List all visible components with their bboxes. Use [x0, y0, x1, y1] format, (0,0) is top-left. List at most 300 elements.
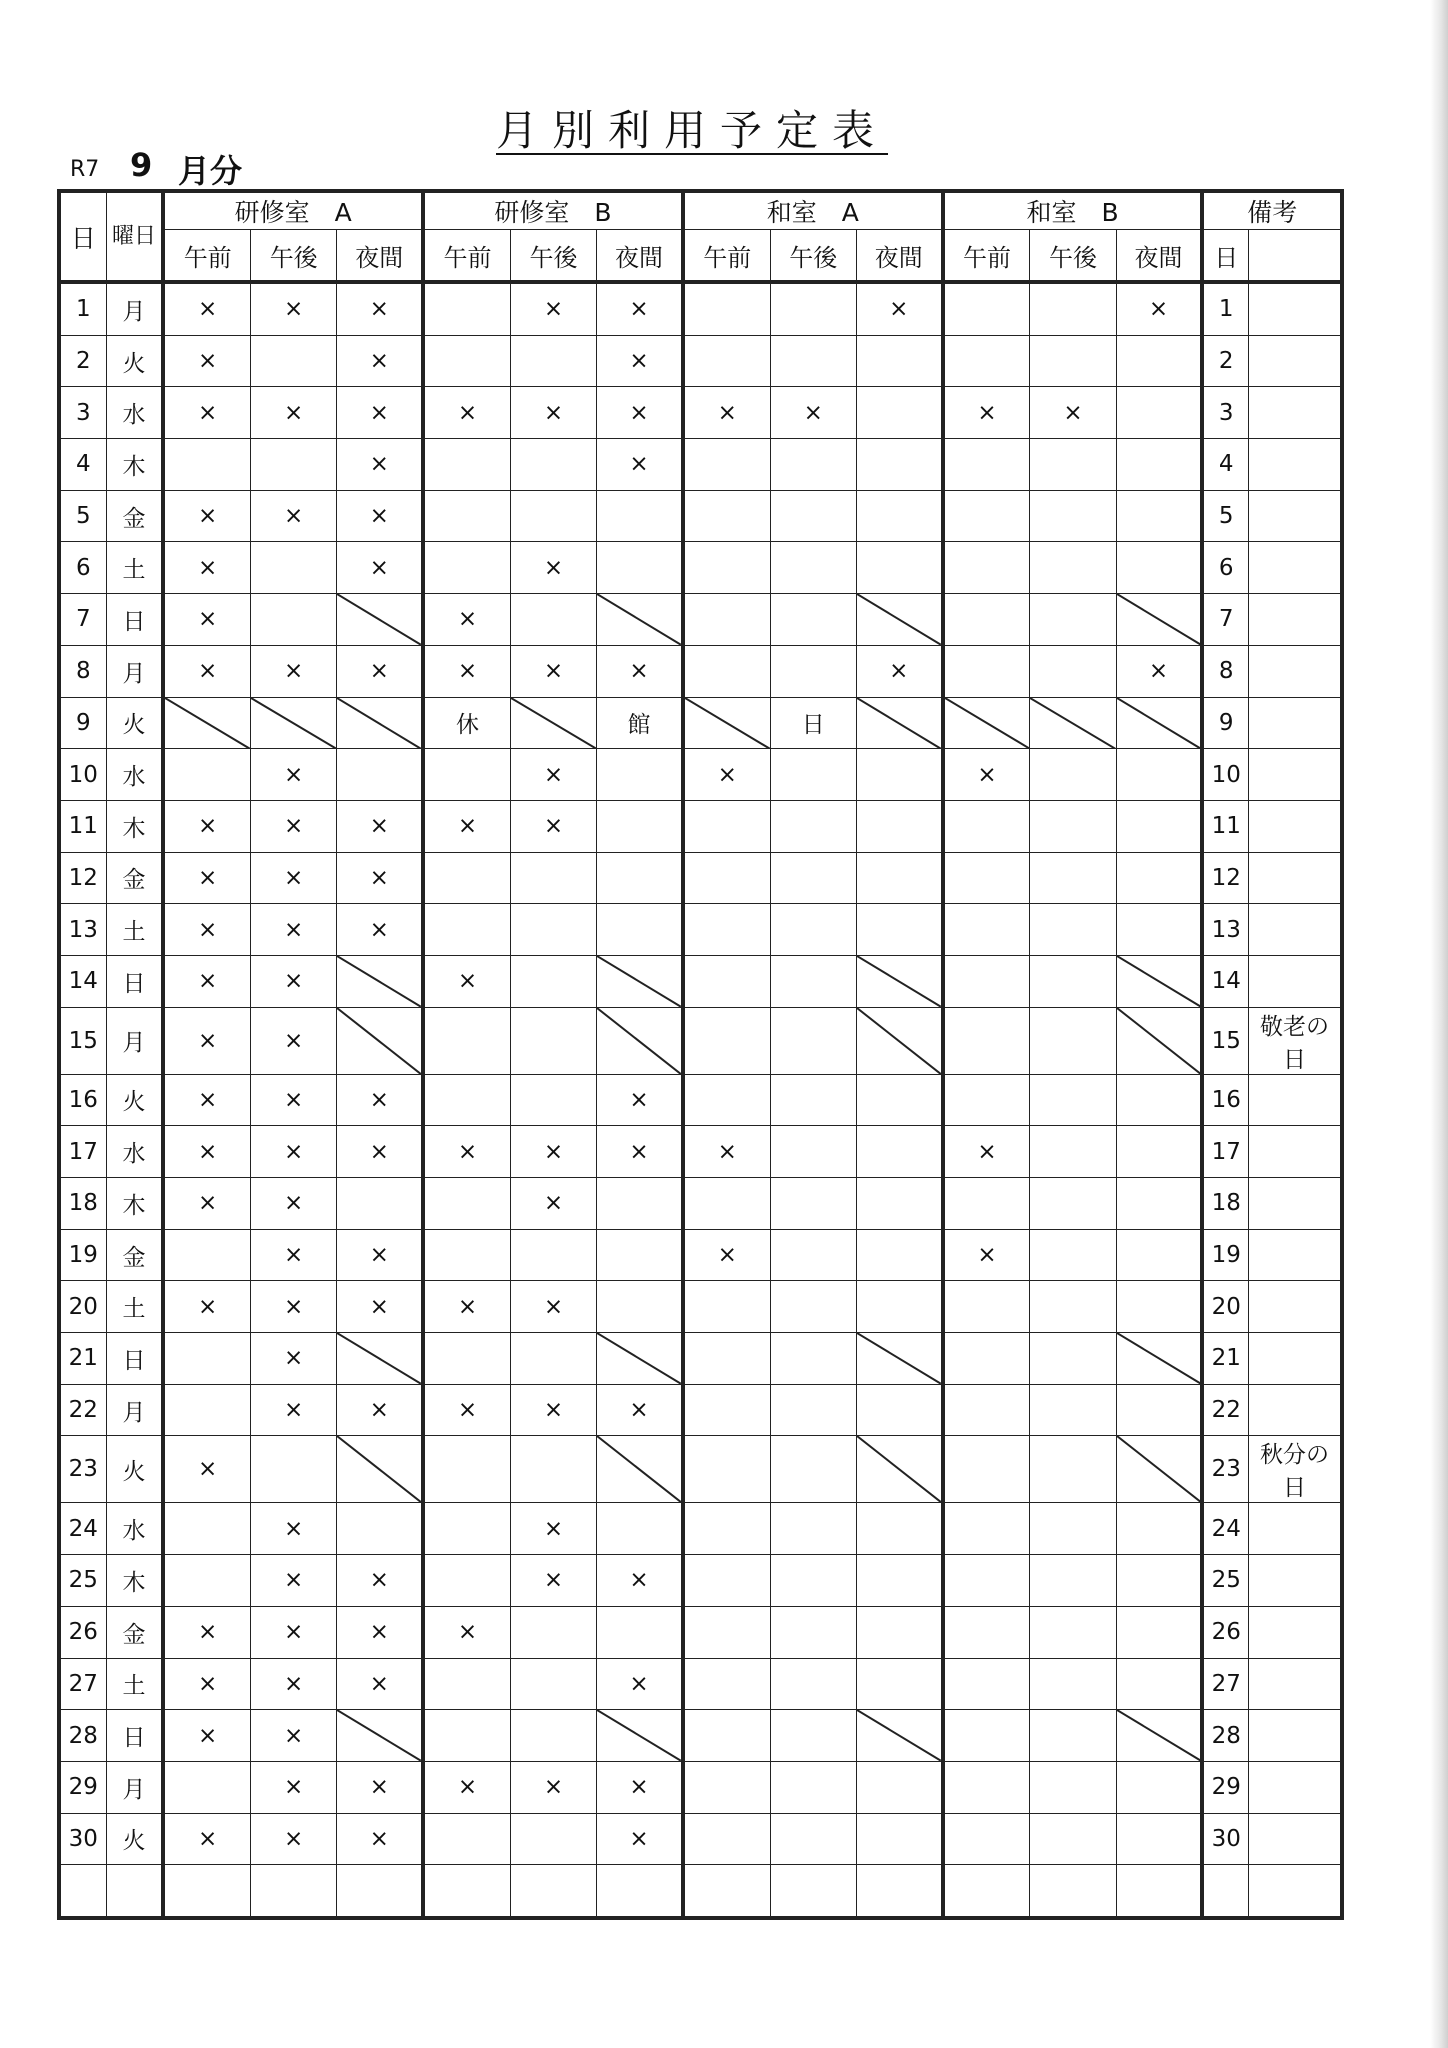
- table-row: [59, 645, 1342, 697]
- empty-slot: [1116, 1229, 1202, 1281]
- empty-slot: [770, 490, 856, 542]
- empty-slot: [683, 1710, 770, 1762]
- table-row: [59, 697, 1342, 749]
- empty-slot: [423, 439, 510, 491]
- empty-slot: [1116, 1178, 1202, 1230]
- empty-slot: [510, 490, 596, 542]
- unavailable-slash: [856, 955, 942, 1007]
- day-cell: 22: [59, 1384, 106, 1436]
- empty-slot: [683, 852, 770, 904]
- remarks-note: [1249, 1281, 1342, 1333]
- empty-slot: [423, 904, 510, 956]
- blank-cell: [251, 1865, 337, 1918]
- table-row: [59, 1813, 1342, 1865]
- reserved-mark: ×: [163, 1436, 250, 1503]
- reserved-mark: ×: [337, 1606, 423, 1658]
- day-cell: 26: [59, 1606, 106, 1658]
- weekday-cell: 金: [106, 490, 163, 542]
- unavailable-slash: [856, 1710, 942, 1762]
- unavailable-slash: [597, 955, 683, 1007]
- header-period-r4-3: 夜間: [1116, 230, 1202, 283]
- day-cell: 25: [59, 1555, 106, 1607]
- reserved-mark: ×: [856, 282, 942, 335]
- reserved-mark: ×: [423, 1384, 510, 1436]
- table-row: [59, 1229, 1342, 1281]
- remarks-day-cell: 4: [1202, 439, 1248, 491]
- reserved-mark: ×: [597, 1658, 683, 1710]
- unavailable-slash: [1116, 1436, 1202, 1503]
- table-row: [59, 542, 1342, 594]
- reserved-mark: ×: [337, 542, 423, 594]
- reserved-mark: ×: [423, 1281, 510, 1333]
- header-room-4: 和室 B: [943, 191, 1203, 230]
- header-day: 日: [59, 191, 106, 282]
- weekday-cell: 月: [106, 1761, 163, 1813]
- remarks-day-cell: 26: [1202, 1606, 1248, 1658]
- empty-slot: [943, 335, 1030, 387]
- blank-row: [59, 1865, 1342, 1918]
- empty-slot: [423, 1333, 510, 1385]
- empty-slot: [943, 800, 1030, 852]
- table-row: [59, 1503, 1342, 1555]
- unavailable-slash: [337, 955, 423, 1007]
- empty-slot: [1030, 955, 1116, 1007]
- reserved-mark: ×: [163, 800, 250, 852]
- empty-slot: [423, 749, 510, 801]
- weekday-cell: 金: [106, 852, 163, 904]
- table-row: [59, 1658, 1342, 1710]
- empty-slot: [510, 852, 596, 904]
- day-cell: 20: [59, 1281, 106, 1333]
- empty-slot: [510, 335, 596, 387]
- empty-slot: [337, 1178, 423, 1230]
- reserved-mark: ×: [163, 1658, 250, 1710]
- empty-slot: [856, 490, 942, 542]
- remarks-note: [1249, 335, 1342, 387]
- day-cell: 18: [59, 1178, 106, 1230]
- reserved-mark: ×: [251, 282, 337, 335]
- remarks-day-cell: 15: [1202, 1007, 1248, 1074]
- remarks-note: [1249, 1126, 1342, 1178]
- empty-slot: [770, 645, 856, 697]
- day-cell: 23: [59, 1436, 106, 1503]
- empty-slot: [943, 542, 1030, 594]
- empty-slot: [683, 1813, 770, 1865]
- reserved-mark: ×: [943, 1126, 1030, 1178]
- unavailable-slash: [856, 1007, 942, 1074]
- reserved-mark: ×: [251, 1503, 337, 1555]
- empty-slot: [597, 1606, 683, 1658]
- remarks-day-cell: 25: [1202, 1555, 1248, 1607]
- weekday-cell: 日: [106, 955, 163, 1007]
- remarks-day-cell: 3: [1202, 387, 1248, 439]
- empty-slot: [163, 749, 250, 801]
- day-cell: 2: [59, 335, 106, 387]
- reserved-mark: ×: [597, 1761, 683, 1813]
- empty-slot: [597, 1503, 683, 1555]
- header-period-r1-1: 午前: [163, 230, 250, 283]
- empty-slot: [856, 852, 942, 904]
- remarks-note: 敬老の日: [1249, 1007, 1342, 1074]
- empty-slot: [1030, 1606, 1116, 1658]
- table-row: [59, 1710, 1342, 1762]
- table-row: [59, 1555, 1342, 1607]
- empty-slot: [856, 1503, 942, 1555]
- day-cell: 19: [59, 1229, 106, 1281]
- unavailable-slash: [1116, 594, 1202, 646]
- empty-slot: [1030, 1658, 1116, 1710]
- day-cell: 4: [59, 439, 106, 491]
- empty-slot: [943, 1813, 1030, 1865]
- empty-slot: [597, 852, 683, 904]
- remarks-day-cell: 9: [1202, 697, 1248, 749]
- remarks-day-cell: 10: [1202, 749, 1248, 801]
- unavailable-slash: [337, 1436, 423, 1503]
- table-row: [59, 1436, 1342, 1503]
- empty-slot: [770, 1555, 856, 1607]
- weekday-cell: 火: [106, 335, 163, 387]
- weekday-cell: 木: [106, 800, 163, 852]
- empty-slot: [770, 955, 856, 1007]
- reserved-mark: ×: [423, 955, 510, 1007]
- empty-slot: [856, 1229, 942, 1281]
- empty-slot: [856, 439, 942, 491]
- unavailable-slash: [337, 1710, 423, 1762]
- reserved-mark: ×: [163, 282, 250, 335]
- empty-slot: [510, 594, 596, 646]
- empty-slot: [423, 1074, 510, 1126]
- empty-slot: [770, 1229, 856, 1281]
- empty-slot: [510, 1813, 596, 1865]
- empty-slot: [943, 1555, 1030, 1607]
- remarks-day-cell: 13: [1202, 904, 1248, 956]
- blank-cell: [683, 1865, 770, 1918]
- empty-slot: [1116, 1503, 1202, 1555]
- empty-slot: [1116, 1281, 1202, 1333]
- unavailable-slash: [856, 697, 942, 749]
- reserved-mark: ×: [337, 1658, 423, 1710]
- reserved-mark: ×: [163, 594, 250, 646]
- reserved-mark: ×: [163, 1178, 250, 1230]
- empty-slot: [856, 1074, 942, 1126]
- empty-slot: [251, 335, 337, 387]
- empty-slot: [770, 852, 856, 904]
- empty-slot: [683, 645, 770, 697]
- reserved-mark: ×: [337, 490, 423, 542]
- empty-slot: [683, 490, 770, 542]
- empty-slot: [1030, 1333, 1116, 1385]
- day-cell: 9: [59, 697, 106, 749]
- empty-slot: [251, 439, 337, 491]
- empty-slot: [770, 1178, 856, 1230]
- empty-slot: [683, 1761, 770, 1813]
- reserved-mark: ×: [251, 490, 337, 542]
- remarks-day-cell: 18: [1202, 1178, 1248, 1230]
- empty-slot: [683, 335, 770, 387]
- reserved-mark: ×: [251, 904, 337, 956]
- empty-slot: [163, 1761, 250, 1813]
- empty-slot: [251, 594, 337, 646]
- table-row: [59, 594, 1342, 646]
- empty-slot: [770, 439, 856, 491]
- remarks-day-cell: 24: [1202, 1503, 1248, 1555]
- empty-slot: [770, 800, 856, 852]
- empty-slot: [1116, 1126, 1202, 1178]
- empty-slot: [337, 1503, 423, 1555]
- empty-slot: [683, 594, 770, 646]
- table-row: [59, 749, 1342, 801]
- reserved-mark: ×: [510, 1503, 596, 1555]
- reserved-mark: ×: [683, 1126, 770, 1178]
- blank-cell: [423, 1865, 510, 1918]
- empty-slot: [943, 645, 1030, 697]
- empty-slot: [770, 1126, 856, 1178]
- reserved-mark: ×: [597, 645, 683, 697]
- reserved-mark: ×: [337, 1229, 423, 1281]
- empty-slot: [856, 1606, 942, 1658]
- empty-slot: [770, 282, 856, 335]
- remarks-note: [1249, 1761, 1342, 1813]
- empty-slot: [423, 1813, 510, 1865]
- empty-slot: [683, 439, 770, 491]
- empty-slot: [510, 1229, 596, 1281]
- day-cell: 1: [59, 282, 106, 335]
- reserved-mark: ×: [337, 904, 423, 956]
- unavailable-slash: [597, 1333, 683, 1385]
- day-cell: 16: [59, 1074, 106, 1126]
- reserved-mark: ×: [163, 335, 250, 387]
- empty-slot: [943, 282, 1030, 335]
- empty-slot: [1030, 1074, 1116, 1126]
- empty-slot: [1030, 645, 1116, 697]
- table-row: [59, 1333, 1342, 1385]
- table-row: [59, 387, 1342, 439]
- empty-slot: [1030, 542, 1116, 594]
- empty-slot: [770, 335, 856, 387]
- header-remarks: 備考: [1202, 191, 1342, 230]
- empty-slot: [163, 1333, 250, 1385]
- empty-slot: [856, 1555, 942, 1607]
- reserved-mark: ×: [510, 645, 596, 697]
- empty-slot: [510, 1333, 596, 1385]
- reserved-mark: ×: [337, 1813, 423, 1865]
- weekday-cell: 木: [106, 439, 163, 491]
- closed-day-label: 休: [423, 697, 510, 749]
- reserved-mark: ×: [337, 645, 423, 697]
- schedule-body: [59, 282, 1342, 1918]
- page-title: 月別利用予定表: [496, 106, 889, 155]
- empty-slot: [597, 1281, 683, 1333]
- empty-slot: [943, 594, 1030, 646]
- reserved-mark: ×: [510, 1281, 596, 1333]
- reserved-mark: ×: [597, 1126, 683, 1178]
- remarks-day-cell: 22: [1202, 1384, 1248, 1436]
- reserved-mark: ×: [337, 800, 423, 852]
- weekday-cell: 木: [106, 1178, 163, 1230]
- reserved-mark: ×: [337, 282, 423, 335]
- remarks-note: [1249, 697, 1342, 749]
- empty-slot: [683, 955, 770, 1007]
- empty-slot: [1030, 1229, 1116, 1281]
- remarks-note: [1249, 490, 1342, 542]
- empty-slot: [1116, 1658, 1202, 1710]
- empty-slot: [943, 852, 1030, 904]
- empty-slot: [1030, 1384, 1116, 1436]
- day-cell: 17: [59, 1126, 106, 1178]
- empty-slot: [770, 1606, 856, 1658]
- empty-slot: [683, 1074, 770, 1126]
- remarks-note: [1249, 1178, 1342, 1230]
- unavailable-slash: [251, 697, 337, 749]
- reserved-mark: ×: [163, 645, 250, 697]
- remarks-note: [1249, 542, 1342, 594]
- empty-slot: [770, 1436, 856, 1503]
- weekday-cell: 金: [106, 1229, 163, 1281]
- empty-slot: [770, 1281, 856, 1333]
- empty-slot: [597, 542, 683, 594]
- weekday-cell: 火: [106, 1813, 163, 1865]
- empty-slot: [597, 490, 683, 542]
- reserved-mark: ×: [597, 1813, 683, 1865]
- reserved-mark: ×: [251, 1555, 337, 1607]
- remarks-day-cell: 8: [1202, 645, 1248, 697]
- reserved-mark: ×: [251, 1074, 337, 1126]
- scan-page-edge: [1430, 0, 1448, 2048]
- reserved-mark: ×: [337, 335, 423, 387]
- empty-slot: [943, 1503, 1030, 1555]
- unavailable-slash: [337, 1333, 423, 1385]
- empty-slot: [1116, 800, 1202, 852]
- weekday-cell: 火: [106, 1074, 163, 1126]
- empty-slot: [510, 1436, 596, 1503]
- empty-slot: [683, 1555, 770, 1607]
- empty-slot: [1030, 1126, 1116, 1178]
- day-cell: 6: [59, 542, 106, 594]
- empty-slot: [1116, 490, 1202, 542]
- header-period-r4-1: 午前: [943, 230, 1030, 283]
- remarks-day-cell: 14: [1202, 955, 1248, 1007]
- empty-slot: [683, 1333, 770, 1385]
- empty-slot: [423, 1436, 510, 1503]
- empty-slot: [943, 1710, 1030, 1762]
- day-cell: 13: [59, 904, 106, 956]
- remarks-note: [1249, 1606, 1342, 1658]
- reserved-mark: ×: [163, 955, 250, 1007]
- empty-slot: [423, 282, 510, 335]
- reserved-mark: ×: [337, 1384, 423, 1436]
- empty-slot: [683, 1281, 770, 1333]
- empty-slot: [1116, 439, 1202, 491]
- closed-day-label: 日: [770, 697, 856, 749]
- table-row: [59, 1178, 1342, 1230]
- empty-slot: [943, 904, 1030, 956]
- unavailable-slash: [163, 697, 250, 749]
- reserved-mark: ×: [423, 645, 510, 697]
- header-period-r3-2: 午後: [770, 230, 856, 283]
- day-cell: 21: [59, 1333, 106, 1385]
- reserved-mark: ×: [251, 1658, 337, 1710]
- empty-slot: [1030, 1761, 1116, 1813]
- remarks-day-cell: 7: [1202, 594, 1248, 646]
- table-row: [59, 852, 1342, 904]
- reserved-mark: ×: [597, 282, 683, 335]
- reserved-mark: ×: [163, 542, 250, 594]
- empty-slot: [423, 490, 510, 542]
- blank-cell: [1030, 1865, 1116, 1918]
- reserved-mark: ×: [337, 439, 423, 491]
- day-cell: 7: [59, 594, 106, 646]
- reserved-mark: ×: [683, 387, 770, 439]
- weekday-cell: 日: [106, 1710, 163, 1762]
- day-cell: 3: [59, 387, 106, 439]
- empty-slot: [770, 1333, 856, 1385]
- reserved-mark: ×: [251, 1007, 337, 1074]
- empty-slot: [683, 904, 770, 956]
- reserved-mark: ×: [510, 542, 596, 594]
- header-period-r1-3: 夜間: [337, 230, 423, 283]
- day-cell: 14: [59, 955, 106, 1007]
- empty-slot: [943, 1007, 1030, 1074]
- reserved-mark: ×: [337, 1761, 423, 1813]
- empty-slot: [1116, 1074, 1202, 1126]
- empty-slot: [423, 1229, 510, 1281]
- empty-slot: [1030, 1555, 1116, 1607]
- empty-slot: [943, 1281, 1030, 1333]
- closed-day-label: 館: [597, 697, 683, 749]
- remarks-day-cell: 20: [1202, 1281, 1248, 1333]
- reserved-mark: ×: [337, 1074, 423, 1126]
- reserved-mark: ×: [251, 1761, 337, 1813]
- empty-slot: [943, 955, 1030, 1007]
- empty-slot: [423, 542, 510, 594]
- unavailable-slash: [856, 594, 942, 646]
- reserved-mark: ×: [597, 1555, 683, 1607]
- empty-slot: [770, 1074, 856, 1126]
- remarks-note: [1249, 1229, 1342, 1281]
- blank-cell: [943, 1865, 1030, 1918]
- reserved-mark: ×: [251, 1813, 337, 1865]
- empty-slot: [683, 1178, 770, 1230]
- reserved-mark: ×: [683, 1229, 770, 1281]
- empty-slot: [337, 749, 423, 801]
- remarks-day-cell: 17: [1202, 1126, 1248, 1178]
- reserved-mark: ×: [423, 387, 510, 439]
- remarks-note: [1249, 1555, 1342, 1607]
- unavailable-slash: [1030, 697, 1116, 749]
- reserved-mark: ×: [1030, 387, 1116, 439]
- reserved-mark: ×: [510, 800, 596, 852]
- weekday-cell: 木: [106, 1555, 163, 1607]
- reserved-mark: ×: [423, 1761, 510, 1813]
- empty-slot: [1030, 594, 1116, 646]
- reserved-mark: ×: [510, 1384, 596, 1436]
- weekday-cell: 月: [106, 282, 163, 335]
- blank-cell: [59, 1865, 106, 1918]
- header-room-3: 和室 A: [683, 191, 943, 230]
- empty-slot: [943, 1074, 1030, 1126]
- empty-slot: [1030, 1710, 1116, 1762]
- day-cell: 5: [59, 490, 106, 542]
- day-cell: 29: [59, 1761, 106, 1813]
- reserved-mark: ×: [1116, 645, 1202, 697]
- empty-slot: [510, 1658, 596, 1710]
- empty-slot: [1030, 800, 1116, 852]
- empty-slot: [943, 1761, 1030, 1813]
- empty-slot: [1116, 387, 1202, 439]
- reserved-mark: ×: [251, 1710, 337, 1762]
- remarks-day-cell: 28: [1202, 1710, 1248, 1762]
- remarks-day-cell: 5: [1202, 490, 1248, 542]
